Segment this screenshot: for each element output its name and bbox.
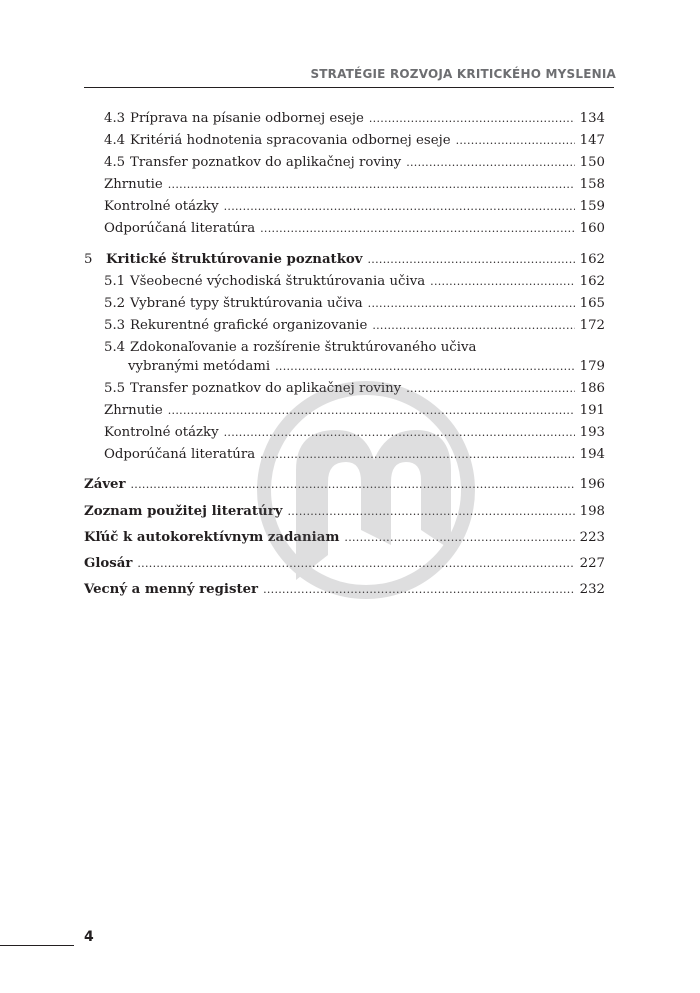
toc-title: Záver bbox=[84, 477, 126, 492]
toc-page: 179 bbox=[579, 359, 605, 374]
toc-title: Zoznam použitej literatúry bbox=[84, 504, 283, 519]
toc-page: 159 bbox=[579, 199, 605, 214]
toc-page: 232 bbox=[579, 582, 605, 597]
toc-title: Transfer poznatkov do aplikačnej roviny bbox=[130, 155, 402, 170]
toc-entry-questions-4[interactable] bbox=[84, 198, 605, 215]
toc-number: 4.5 bbox=[104, 155, 126, 170]
toc-number: 4.3 bbox=[104, 111, 126, 126]
toc-title: Zdokonaľovanie a rozšírenie štruktúrovaného učiva bbox=[130, 340, 477, 355]
dot-leader bbox=[224, 198, 575, 215]
toc-title: Zhrnutie bbox=[104, 177, 163, 192]
toc-page: 158 bbox=[579, 177, 605, 192]
toc-title: Zhrnutie bbox=[104, 403, 163, 418]
toc-title: Glosár bbox=[84, 556, 133, 571]
toc-title: Transfer poznatkov do aplikačnej roviny bbox=[130, 381, 402, 396]
dot-leader bbox=[260, 220, 574, 237]
toc-title: Príprava na písanie odbornej eseje bbox=[130, 111, 364, 126]
dot-leader bbox=[406, 154, 574, 171]
toc-page: 186 bbox=[579, 381, 605, 396]
toc-number: 5.3 bbox=[104, 318, 126, 333]
toc-number: 5.1 bbox=[104, 274, 126, 289]
toc-title: Rekurentné grafické organizovanie bbox=[130, 318, 368, 333]
toc-number: 5.2 bbox=[104, 296, 126, 311]
toc-title-continued: vybranými metódami bbox=[128, 359, 271, 374]
toc-title: Odporúčaná literatúra bbox=[104, 221, 256, 236]
running-title: STRATÉGIE ROZVOJA KRITICKÉHO MYSLENIA bbox=[310, 67, 616, 81]
toc-page: 193 bbox=[579, 425, 605, 440]
header-rule bbox=[84, 87, 614, 88]
toc-page: 162 bbox=[579, 274, 605, 289]
toc-entry-5-4[interactable] bbox=[84, 339, 605, 356]
toc-page: 165 bbox=[579, 296, 605, 311]
toc-title: Kritické štruktúrovanie poznatkov bbox=[106, 252, 363, 267]
toc-title: Kontrolné otázky bbox=[104, 199, 219, 214]
toc-title: Kontrolné otázky bbox=[104, 425, 219, 440]
toc-entry-chapter-5[interactable] bbox=[84, 251, 605, 268]
toc-page: 227 bbox=[579, 556, 605, 571]
footer-rule bbox=[0, 945, 74, 946]
m-logo-watermark-icon bbox=[256, 370, 476, 610]
toc-number: 5 bbox=[84, 252, 93, 267]
toc-entry-5-1[interactable] bbox=[84, 273, 605, 290]
dot-leader bbox=[168, 176, 575, 193]
toc-page: 223 bbox=[579, 530, 605, 545]
toc-title: Vybrané typy štruktúrovania učiva bbox=[130, 296, 363, 311]
dot-leader bbox=[368, 251, 575, 268]
toc-entry-5-3[interactable] bbox=[84, 317, 605, 334]
toc-entry-5-2[interactable] bbox=[84, 295, 605, 312]
toc-page: 160 bbox=[579, 221, 605, 236]
toc-entry-4-3[interactable] bbox=[84, 110, 605, 127]
toc-page: 194 bbox=[579, 447, 605, 462]
toc-page: 198 bbox=[579, 504, 605, 519]
toc-entry-reading-4[interactable] bbox=[84, 220, 605, 237]
toc-page: 196 bbox=[579, 477, 605, 492]
toc-page: 134 bbox=[579, 111, 605, 126]
toc-entry-4-4[interactable] bbox=[84, 132, 605, 149]
toc-title: Vecný a menný register bbox=[84, 582, 259, 597]
toc-number: 4.4 bbox=[104, 133, 126, 148]
dot-leader bbox=[430, 273, 574, 290]
toc-title: Odporúčaná literatúra bbox=[104, 447, 256, 462]
toc-entry-4-5[interactable] bbox=[84, 154, 605, 171]
toc-page: 162 bbox=[579, 252, 605, 267]
toc-page: 191 bbox=[579, 403, 605, 418]
toc-title: Všeobecné východiská štruktúrovania učiva bbox=[130, 274, 426, 289]
toc-page: 172 bbox=[579, 318, 605, 333]
toc-page: 150 bbox=[579, 155, 605, 170]
toc-title: Kritériá hodnotenia spracovania odbornej eseje bbox=[130, 133, 451, 148]
toc-entry-summary-4[interactable] bbox=[84, 176, 605, 193]
toc-number: 5.5 bbox=[104, 381, 126, 396]
page-number: 4 bbox=[84, 929, 94, 945]
toc-number: 5.4 bbox=[104, 340, 126, 355]
dot-leader bbox=[456, 132, 575, 149]
toc-title: Kľúč k autokorektívnym zadaniam bbox=[84, 530, 340, 545]
dot-leader bbox=[369, 110, 575, 127]
dot-leader bbox=[372, 317, 574, 334]
toc-page: 147 bbox=[579, 133, 605, 148]
dot-leader bbox=[368, 295, 575, 312]
